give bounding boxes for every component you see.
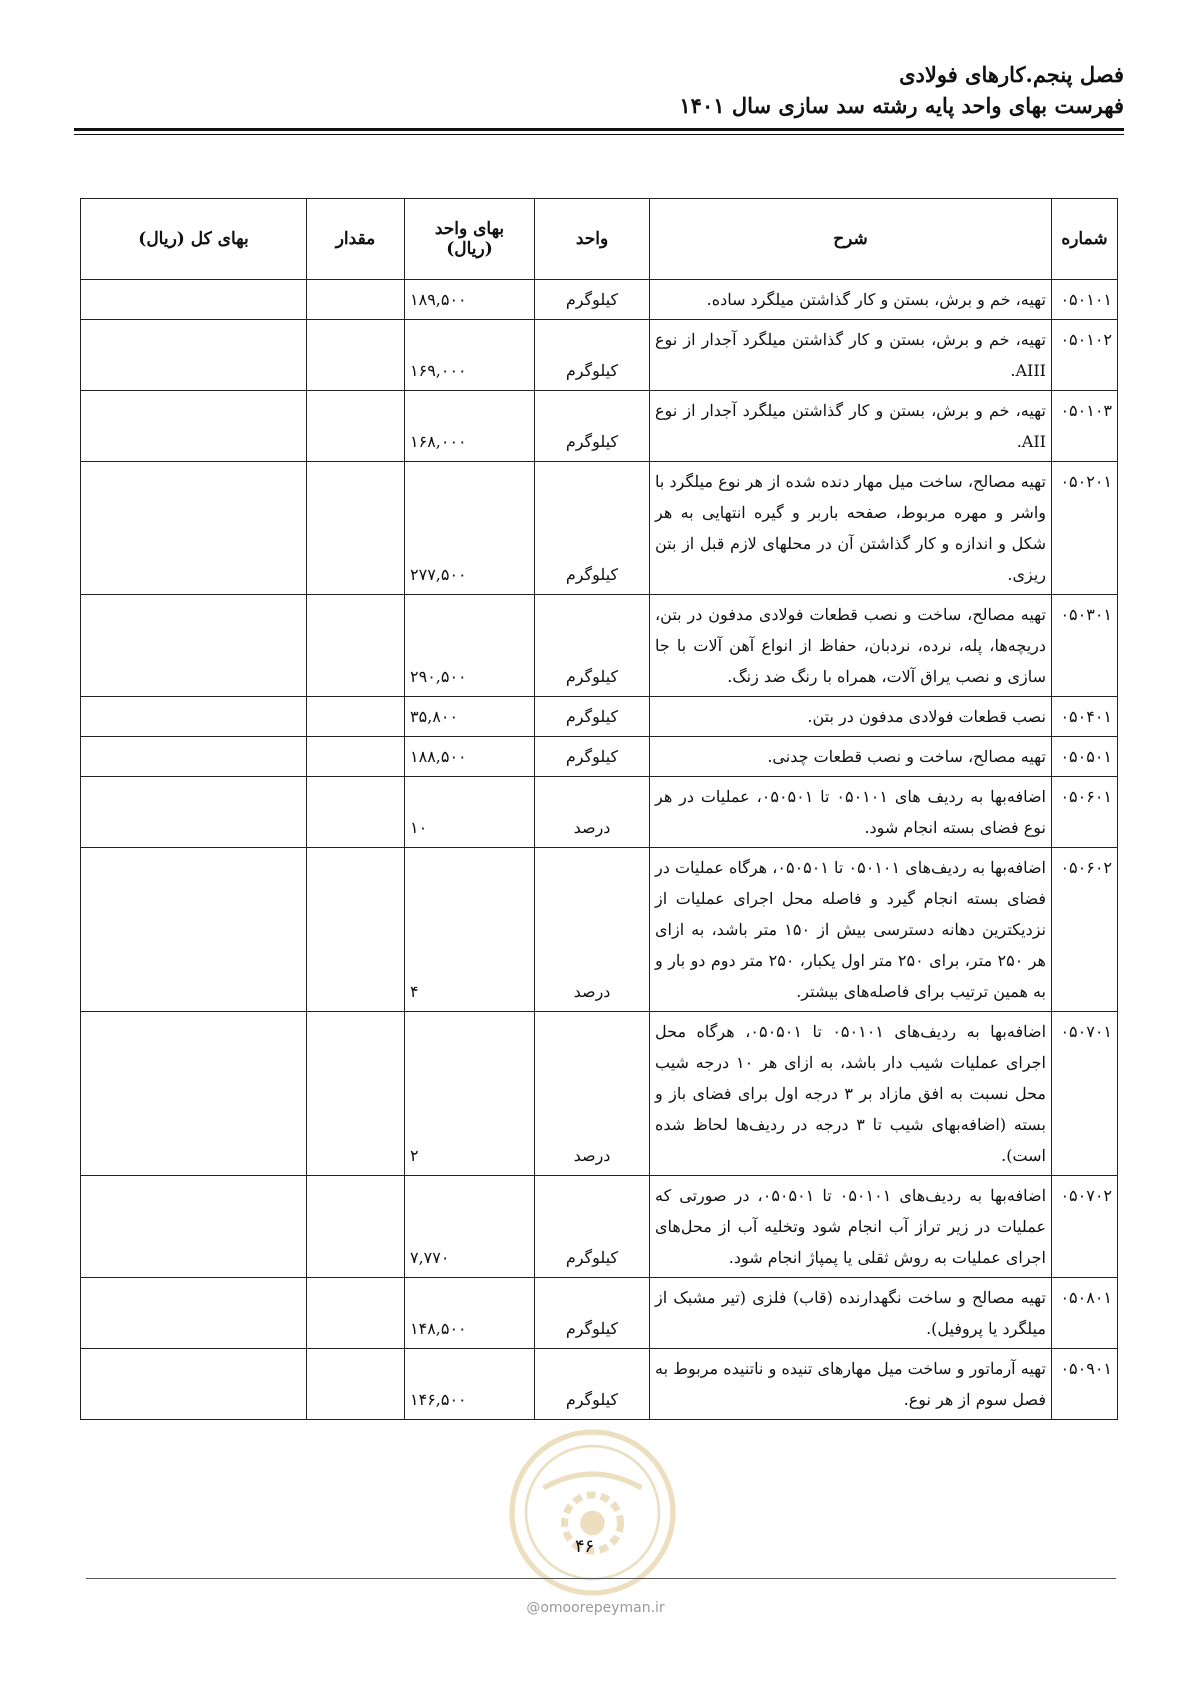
row-unit: درصد	[535, 848, 650, 1012]
page-header	[74, 60, 1124, 122]
table-row	[81, 462, 1118, 595]
row-unit-price: ۱۰	[405, 777, 535, 848]
row-description: اضافه‌بها به ردیف‌های ۰۵۰۱۰۱ تا ۰۵۰۵۰۱، هرگاه عملیات در فضای بسته انجام گیرد و فاصله محل اجرای عملیات از نزدیکترین دهانه دسترسی بیش از ۱۵۰ متر باشد، به ازای هر ۲۵۰ متر، برای ۲۵۰ متر اول یکبار، ۲۵۰ متر دوم دو بار و به همین ترتیب برای فاصله‌های بیشتر.	[650, 848, 1052, 1012]
row-quantity	[307, 1176, 405, 1278]
row-unit: کیلوگرم	[535, 280, 650, 320]
row-description: تهیه مصالح و ساخت نگهدارنده (قاب) فلزی (تیر مشبک از میلگرد یا پروفیل).	[650, 1278, 1052, 1349]
row-total	[81, 1278, 307, 1349]
row-code: ۰۵۰۹۰۱	[1052, 1349, 1118, 1420]
table-row	[81, 595, 1118, 697]
column-header-unit: واحد	[535, 199, 650, 280]
row-quantity	[307, 595, 405, 697]
row-total	[81, 280, 307, 320]
page-number: ۴۶	[575, 1536, 595, 1557]
row-unit: کیلوگرم	[535, 1278, 650, 1349]
chapter-title: فصل پنجم.کارهای فولادی	[899, 62, 1124, 87]
table-row	[81, 737, 1118, 777]
row-quantity	[307, 1012, 405, 1176]
row-description: تهیه، خم و برش، بستن و کار گذاشتن میلگرد آجدار از نوع AIII.	[650, 320, 1052, 391]
row-unit-price: ۲۷۷,۵۰۰	[405, 462, 535, 595]
row-unit-price: ۱۶۹,۰۰۰	[405, 320, 535, 391]
table-row	[81, 1176, 1118, 1278]
row-unit: کیلوگرم	[535, 595, 650, 697]
row-unit: کیلوگرم	[535, 1349, 650, 1420]
table-header-row	[81, 199, 1118, 280]
row-total	[81, 1349, 307, 1420]
table-row	[81, 280, 1118, 320]
watermark-seal-icon	[505, 1425, 680, 1600]
unit-price-currency: (ریال)	[446, 239, 493, 259]
row-unit-price: ۲	[405, 1012, 535, 1176]
row-total	[81, 595, 307, 697]
table-row	[81, 697, 1118, 737]
row-quantity	[307, 777, 405, 848]
column-header-total: بهای کل (ریال)	[81, 199, 307, 280]
row-quantity	[307, 320, 405, 391]
header-rule-thin	[74, 134, 1124, 135]
header-rule-thick	[74, 128, 1124, 131]
row-code: ۰۵۰۱۰۳	[1052, 391, 1118, 462]
row-code: ۰۵۰۶۰۱	[1052, 777, 1118, 848]
row-unit: کیلوگرم	[535, 697, 650, 737]
row-unit: کیلوگرم	[535, 737, 650, 777]
column-header-description: شرح	[650, 199, 1052, 280]
footer-rule	[86, 1578, 1116, 1579]
row-code: ۰۵۰۷۰۱	[1052, 1012, 1118, 1176]
table-row	[81, 1278, 1118, 1349]
row-unit: درصد	[535, 777, 650, 848]
row-code: ۰۵۰۳۰۱	[1052, 595, 1118, 697]
row-total	[81, 1012, 307, 1176]
row-total	[81, 737, 307, 777]
row-unit-price: ۴	[405, 848, 535, 1012]
row-code: ۰۵۰۷۰۲	[1052, 1176, 1118, 1278]
row-quantity	[307, 391, 405, 462]
row-quantity	[307, 697, 405, 737]
table-row	[81, 1349, 1118, 1420]
row-description: تهیه مصالح، ساخت و نصب قطعات چدنی.	[650, 737, 1052, 777]
row-code: ۰۵۰۵۰۱	[1052, 737, 1118, 777]
row-code: ۰۵۰۶۰۲	[1052, 848, 1118, 1012]
row-code: ۰۵۰۱۰۲	[1052, 320, 1118, 391]
row-quantity	[307, 1349, 405, 1420]
row-description: اضافه‌بها به ردیف های ۰۵۰۱۰۱ تا ۰۵۰۵۰۱، عملیات در هر نوع فضای بسته انجام شود.	[650, 777, 1052, 848]
row-unit-price: ۱۴۶,۵۰۰	[405, 1349, 535, 1420]
row-unit-price: ۷,۷۷۰	[405, 1176, 535, 1278]
row-description: تهیه آرماتور و ساخت میل مهارهای تنیده و ناتنیده مربوط به فصل سوم از هر نوع.	[650, 1349, 1052, 1420]
row-unit-price: ۱۴۸,۵۰۰	[405, 1278, 535, 1349]
row-code: ۰۵۰۸۰۱	[1052, 1278, 1118, 1349]
row-quantity	[307, 737, 405, 777]
row-unit: درصد	[535, 1012, 650, 1176]
row-total	[81, 320, 307, 391]
row-total	[81, 462, 307, 595]
row-total	[81, 391, 307, 462]
table-row	[81, 320, 1118, 391]
row-description: اضافه‌بها به ردیف‌های ۰۵۰۱۰۱ تا ۰۵۰۵۰۱، در صورتی که عملیات در زیر تراز آب انجام شود وتخلیه آب از محل‌های اجرای عملیات به روش ثقلی یا پمپاژ انجام شود.	[650, 1176, 1052, 1278]
row-unit: کیلوگرم	[535, 391, 650, 462]
table-row	[81, 391, 1118, 462]
document-subtitle: فهرست بهای واحد پایه رشته سد سازی سال ۱۴۰۱	[679, 93, 1124, 118]
row-quantity	[307, 1278, 405, 1349]
row-unit-price: ۱۸۸,۵۰۰	[405, 737, 535, 777]
row-unit: کیلوگرم	[535, 1176, 650, 1278]
row-description: اضافه‌بها به ردیف‌های ۰۵۰۱۰۱ تا ۰۵۰۵۰۱، هرگاه محل اجرای عملیات شیب دار باشد، به ازای هر ۱۰ درجه شیب محل نسبت به افق مازاد بر ۳ درجه اول برای فضای باز و بسته (اضافه‌بهای شیب تا ۳ درجه در ردیف‌ها لحاظ شده است).	[650, 1012, 1052, 1176]
row-quantity	[307, 280, 405, 320]
table-row	[81, 777, 1118, 848]
price-list-table	[80, 198, 1118, 1420]
row-description: نصب قطعات فولادی مدفون در بتن.	[650, 697, 1052, 737]
column-header-code: شماره	[1052, 199, 1118, 280]
column-header-unit-price	[405, 199, 535, 280]
row-unit-price: ۳۵,۸۰۰	[405, 697, 535, 737]
row-unit-price: ۱۸۹,۵۰۰	[405, 280, 535, 320]
unit-price-label: بهای واحد	[434, 219, 505, 239]
column-header-quantity: مقدار	[307, 199, 405, 280]
row-total	[81, 1176, 307, 1278]
table-row	[81, 1012, 1118, 1176]
row-total	[81, 697, 307, 737]
row-description: تهیه، خم و برش، بستن و کار گذاشتن میلگرد ساده.	[650, 280, 1052, 320]
row-unit-price: ۲۹۰,۵۰۰	[405, 595, 535, 697]
table-row	[81, 848, 1118, 1012]
row-code: ۰۵۰۲۰۱	[1052, 462, 1118, 595]
row-total	[81, 848, 307, 1012]
row-code: ۰۵۰۱۰۱	[1052, 280, 1118, 320]
row-unit-price: ۱۶۸,۰۰۰	[405, 391, 535, 462]
row-quantity	[307, 462, 405, 595]
row-description: تهیه، خم و برش، بستن و کار گذاشتن میلگرد آجدار از نوع AII.	[650, 391, 1052, 462]
row-description: تهیه مصالح، ساخت و نصب قطعات فولادی مدفون در بتن، دریچه‌ها، پله، نرده، نردبان، حفاظ از انواع آهن آلات با جا سازی و نصب یراق آلات، همراه با رنگ ضد زنگ.	[650, 595, 1052, 697]
row-total	[81, 777, 307, 848]
row-unit: کیلوگرم	[535, 462, 650, 595]
row-description: تهیه مصالح، ساخت میل مهار دنده شده از هر نوع میلگرد با واشر و مهره مربوط، صفحه باربر و گیره انتهایی به هر شکل و اندازه و کار گذاشتن آن در محلهای لازم قبل از بتن ریزی.	[650, 462, 1052, 595]
row-unit: کیلوگرم	[535, 320, 650, 391]
row-code: ۰۵۰۴۰۱	[1052, 697, 1118, 737]
row-quantity	[307, 848, 405, 1012]
footer-url: @omoorepeyman.ir	[526, 1600, 665, 1616]
